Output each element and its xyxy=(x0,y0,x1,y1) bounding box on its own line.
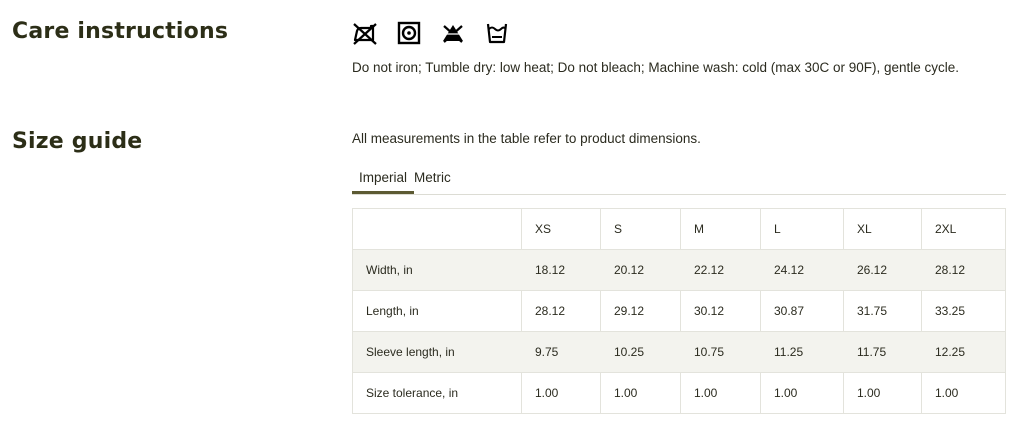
header-cell: XS xyxy=(522,209,601,250)
do-not-iron-icon xyxy=(352,20,378,46)
header-cell: XL xyxy=(844,209,922,250)
size-guide-intro: All measurements in the table refer to product dimensions. xyxy=(352,131,701,146)
table-cell: 1.00 xyxy=(522,373,601,414)
header-cell: S xyxy=(601,209,681,250)
header-cell: L xyxy=(761,209,844,250)
care-instructions-heading: Care instructions xyxy=(12,19,229,44)
table-cell: 11.75 xyxy=(844,332,922,373)
unit-tabs xyxy=(352,164,1006,195)
table-row xyxy=(353,332,1006,373)
table-cell: 1.00 xyxy=(681,373,761,414)
table-cell: 31.75 xyxy=(844,291,922,332)
header-cell: M xyxy=(681,209,761,250)
header-cell xyxy=(353,209,522,250)
table-row xyxy=(353,373,1006,414)
table-cell: 30.87 xyxy=(761,291,844,332)
size-guide-heading: Size guide xyxy=(12,129,143,154)
table-cell: 26.12 xyxy=(844,250,922,291)
tumble-dry-low-icon xyxy=(396,20,422,46)
table-cell: 18.12 xyxy=(522,250,601,291)
table-cell: 1.00 xyxy=(844,373,922,414)
row-label: Sleeve length, in xyxy=(353,332,522,373)
table-cell: 9.75 xyxy=(522,332,601,373)
table-cell: 1.00 xyxy=(601,373,681,414)
care-instructions-text: Do not iron; Tumble dry: low heat; Do not bleach; Machine wash: cold (max 30C or 90F), gentle cycle. xyxy=(352,60,960,75)
table-row xyxy=(353,250,1006,291)
table-cell: 30.12 xyxy=(681,291,761,332)
tab-metric[interactable]: Metric xyxy=(414,170,451,185)
table-cell: 1.00 xyxy=(922,373,1006,414)
table-cell: 28.12 xyxy=(922,250,1006,291)
table-cell: 33.25 xyxy=(922,291,1006,332)
do-not-bleach-icon xyxy=(440,20,466,46)
table-cell: 1.00 xyxy=(761,373,844,414)
row-label: Size tolerance, in xyxy=(353,373,522,414)
care-icons-row xyxy=(352,20,510,46)
row-label: Length, in xyxy=(353,291,522,332)
table-cell: 12.25 xyxy=(922,332,1006,373)
table-cell: 10.25 xyxy=(601,332,681,373)
table-cell: 20.12 xyxy=(601,250,681,291)
table-cell: 10.75 xyxy=(681,332,761,373)
table-cell: 24.12 xyxy=(761,250,844,291)
machine-wash-cold-icon xyxy=(484,20,510,46)
row-label: Width, in xyxy=(353,250,522,291)
table-cell: 29.12 xyxy=(601,291,681,332)
table-cell: 28.12 xyxy=(522,291,601,332)
table-cell: 22.12 xyxy=(681,250,761,291)
table-header-row xyxy=(353,209,1006,250)
tab-imperial[interactable]: Imperial xyxy=(352,164,414,194)
table-cell: 11.25 xyxy=(761,332,844,373)
table-row xyxy=(353,291,1006,332)
size-table xyxy=(352,208,1006,414)
header-cell: 2XL xyxy=(922,209,1006,250)
